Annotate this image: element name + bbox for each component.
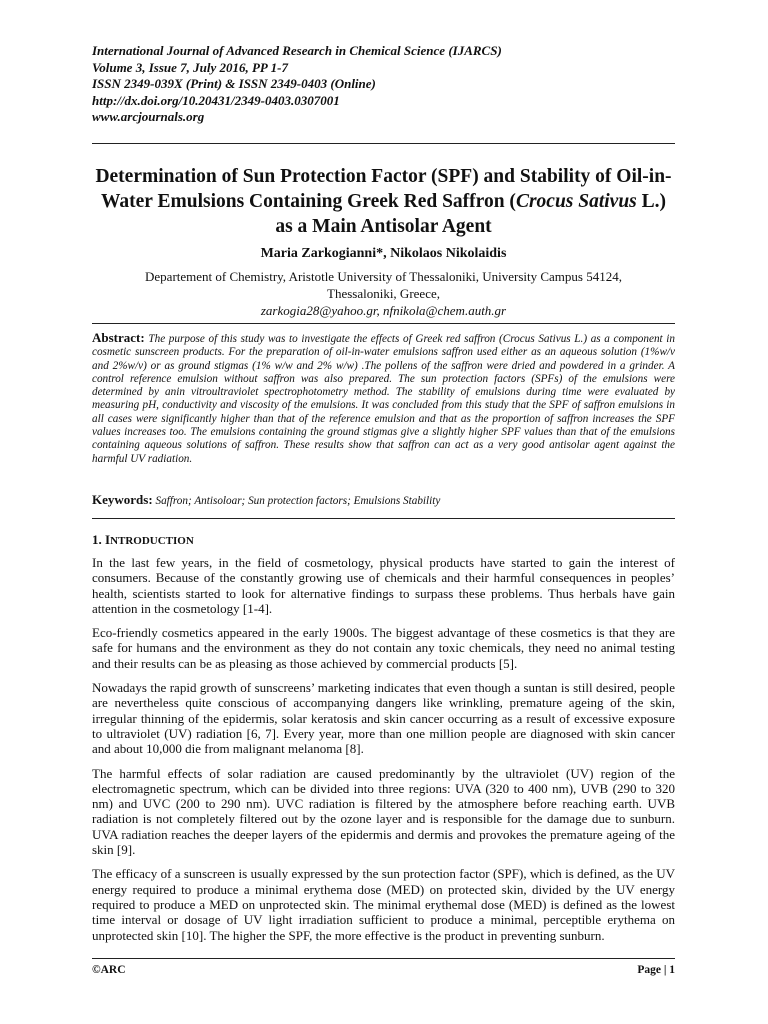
section-heading-introduction (92, 532, 675, 548)
affiliation (92, 268, 675, 319)
abstract-label: Abstract: (92, 330, 145, 345)
keywords-label: Keywords: (92, 492, 153, 507)
abstract-rule (92, 323, 675, 324)
journal-name: International Journal of Advanced Research in Chemical Science (IJARCS) (92, 43, 502, 58)
footer-copyright: ©ARC (92, 964, 126, 976)
title-part2: L.) as a Main Antisolar Agent (275, 191, 667, 237)
journal-header (92, 43, 692, 126)
issn-info: ISSN 2349-039X (Print) & ISSN 2349-0403 (Online) (92, 76, 376, 91)
paragraph: The efficacy of a sunscreen is usually expressed by the sun protection factor (SPF), which is defined, as the UV energy required to produce a minimal erythema dose (MED) on protected skin, divided by the UV energy required to produce a MED on unprotected skin. The minimal erythemal dose (MED) is defined as the lowest time interval or dosage of UV light irradiation sufficient to produce a minimal, perceptible erythema on unprotected skin [10]. The higher the SPF, the more effective is the product in preventing sunburn. (92, 866, 675, 943)
paragraph: Nowadays the rapid growth of sunscreens’ marketing indicates that even though a suntan is still desired, people are nevertheless quite conscious of accompanying dangers like wrinkling, premature ageing of the skin, irregular thinning of the epidermis, solar keratosis and skin cancer occurring as a result of excessive exposure to ultraviolet (UV) radiation [6, 7]. Every year, more than one million people are diagnosed with skin cancer and about 10,000 die from malignant melanoma [8]. (92, 680, 675, 757)
title-part1: Determination of Sun Protection Factor (SPF) and Stability of Oil-in-Water Emulsions Containing Greek Red Saffron ( (95, 166, 672, 212)
author-emails[interactable]: zarkogia28@yahoo.gr, nfnikola@chem.auth.gr (260, 303, 507, 318)
paragraph: The harmful effects of solar radiation are caused predominantly by the ultraviolet (UV) region of the electromagnetic spectrum, which can be divided into three regions: UVA (320 to 400 nm), UVB (290 to 320 nm) and UVC (200 to 290 nm). UVC radiation is filtered by the atmosphere before reaching earth. UVB radiation is not completely filtered out by the ozone layer and is responsible for the damage due to sunburn. UVA radiation reaches the deeper layers of the epidermis and dermis and provokes the premature ageing of the skin [9]. (92, 765, 675, 858)
doi-link[interactable]: http://dx.doi.org/10.20431/2349-0403.0307001 (92, 92, 340, 108)
authors: Maria Zarkogianni*, Nikolaos Nikolaidis (260, 246, 507, 261)
footer-rule (92, 958, 675, 959)
abstract (92, 331, 675, 466)
keywords-text: Saffron; Antisoloar; Sun protection factors; Emulsions Stability (155, 495, 441, 507)
affiliation-line1: Departement of Chemistry, Aristotle University of Thessaloniki, University Campus 54124, (145, 269, 622, 284)
paper-title (92, 164, 675, 239)
page-number: Page | 1 (637, 964, 675, 976)
page-footer (92, 964, 675, 976)
keywords-rule (92, 518, 675, 519)
paragraph: In the last few years, in the field of cosmetology, physical products have started to gain the interest of consumers. Because of the constantly growing use of chemicals and their harmful consequences in peoples’ health, scientists started to look for alternative findings to surpass these problems. Thus herbals have gain attention in the cosmetology [1-4]. (92, 555, 675, 616)
abstract-text: The purpose of this study was to investigate the effects of Greek red saffron (Crocus Sativus L.) as a component in cosmetic sunscreen products. For the preparation of oil-in-water emulsions saffron used either as an aqueous solution (1%w/v and 2%w/v) or as ground stigmas (1% w/w and 2% w/w) .The pollens of the saffron were dried and powdered in a grinder. A control reference emulsion without saffron was also prepared. The sun protection factors (SPFs) of the emulsions were determined by anin vitroultraviolet spectrophotometry method. The stability of emulsions during time were evaluated by measuring pH, conductivity and viscosity of the emulsions. It was concluded from this study that the SPF of saffron emulsions in all cases were significantly higher than that of the reference emulsion and that as the proportion of saffron increases the SPF values increases too. The emulsions containing the ground stigmas give a slightly higher SPF values than that of the emulsions containing aqueous solutions of saffron. These results show that saffron can act as a very good antisolar agent against the harmful UV radiation. (92, 333, 675, 465)
body-text (92, 555, 675, 952)
title-species: Crocus Sativus (515, 191, 637, 212)
paragraph: Eco-friendly cosmetics appeared in the early 1900s. The biggest advantage of these cosmetics is that they are safe for humans and the environment as they do not contain any toxic chemicals, they need no animal testing and their results can be as pleasing as those achieved by commercial products [5]. (92, 625, 675, 671)
keywords (92, 492, 675, 508)
affiliation-line2: Thessaloniki, Greece, (327, 286, 440, 301)
volume-info: Volume 3, Issue 7, July 2016, PP 1-7 (92, 59, 288, 75)
section-title-rest: NTRODUCTION (110, 535, 194, 547)
header-rule (92, 143, 675, 144)
website-link[interactable]: www.arcjournals.org (92, 109, 205, 124)
section-number: 1. I (92, 532, 111, 547)
